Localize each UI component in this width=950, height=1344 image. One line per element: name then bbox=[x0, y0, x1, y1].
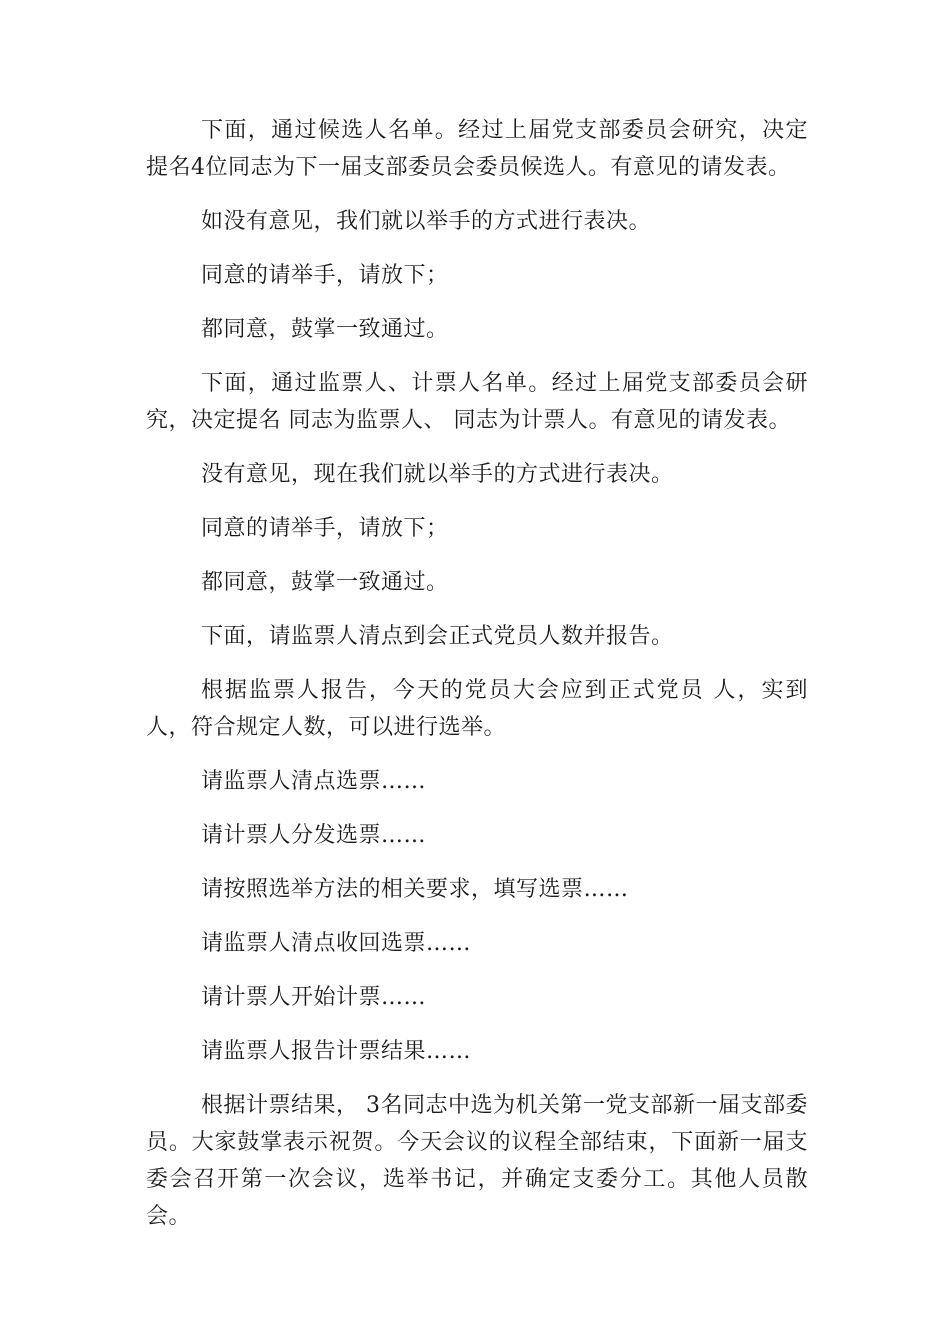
paragraph-raise-hands: 同意的请举手，请放下； bbox=[201, 263, 449, 288]
paragraph-check-ballots: 请监票人清点选票…… bbox=[201, 769, 427, 794]
paragraph-report-results: 请监票人报告计票结果…… bbox=[201, 1039, 472, 1064]
paragraph-conclusion: 根据计票结果， 3名同志中选为机关第一党支部新一届支部委员。大家鼓掌表示祝贺。今天会议的议程全部结束，下面新一届支委会召开第一次会议，选举书记，并确定支委分工。其他人员散会。 bbox=[146, 1093, 808, 1229]
paragraph-count-attendance: 下面，请监票人清点到会正式党员人数并报告。 bbox=[201, 624, 674, 649]
paragraph-attendance-report: 根据监票人报告，今天的党员大会应到正式党员 人，实到 人，符合规定人数，可以进行选举。 bbox=[146, 678, 816, 740]
document-body bbox=[146, 112, 816, 1252]
paragraph-distribute-ballots: 请计票人分发选票…… bbox=[201, 823, 427, 848]
paragraph-nominate-scrutineers: 下面，通过监票人、计票人名单。经过上届党支部委员会研究，决定提名 同志为监票人、 同志为计票人。有意见的请发表。 bbox=[146, 371, 808, 433]
paragraph-start-counting: 请计票人开始计票…… bbox=[201, 985, 427, 1010]
paragraph-vote-by-hand-2: 没有意见，现在我们就以举手的方式进行表决。 bbox=[201, 462, 674, 487]
paragraph-raise-hands-2: 同意的请举手，请放下； bbox=[201, 516, 449, 541]
paragraph-collect-ballots: 请监票人清点收回选票…… bbox=[201, 931, 472, 956]
paragraph-nominate-candidates: 下面，通过候选人名单。经过上届党支部委员会研究，决定提名4位同志为下一届支部委员会委员候选人。有意见的请发表。 bbox=[146, 118, 808, 180]
paragraph-approved: 都同意，鼓掌一致通过。 bbox=[201, 317, 449, 342]
paragraph-fill-ballots: 请按照选举方法的相关要求，填写选票…… bbox=[201, 877, 629, 902]
paragraph-vote-by-hand: 如没有意见，我们就以举手的方式进行表决。 bbox=[201, 209, 652, 234]
paragraph-approved-2: 都同意，鼓掌一致通过。 bbox=[201, 570, 449, 595]
